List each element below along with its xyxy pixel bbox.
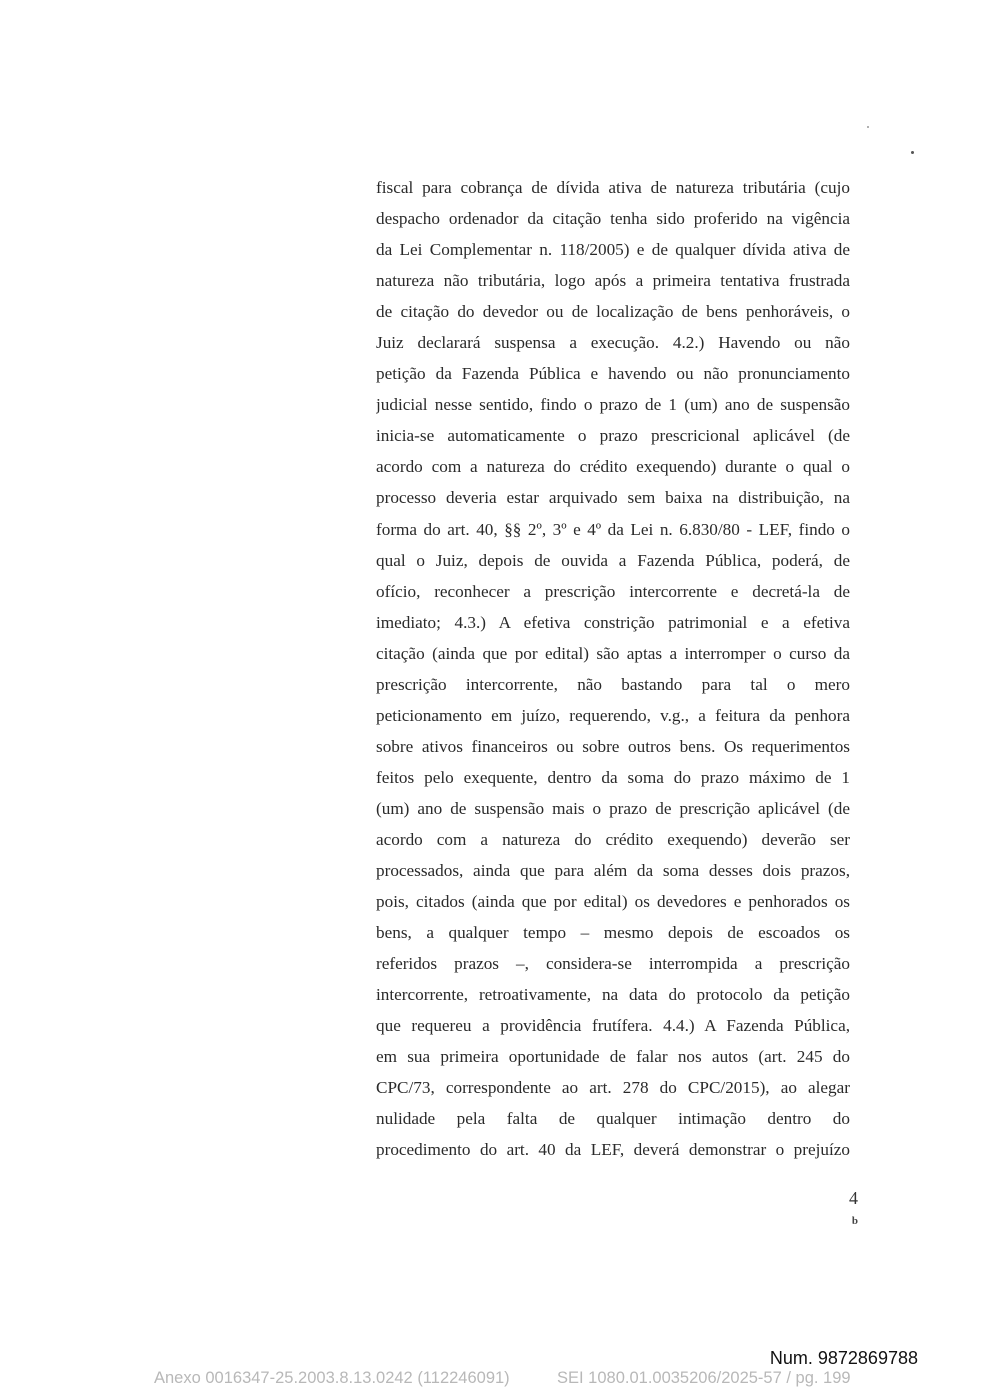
- text-line: imediato; 4.3.) A efetiva constrição patrimonial e a efetiva: [376, 612, 850, 632]
- text-line: em sua primeira oportunidade de falar nos autos (art. 245 do: [376, 1047, 850, 1067]
- text-line: processados, ainda que para além da soma desses dois prazos,: [376, 861, 850, 881]
- scan-speck: [911, 151, 914, 154]
- text-line: ofício, reconhecer a prescrição intercorrente e decretá-la de: [376, 581, 850, 601]
- text-line: processo deveria estar arquivado sem baixa na distribuição, na: [376, 488, 850, 508]
- text-line: despacho ordenador da citação tenha sido proferido na vigência: [376, 209, 850, 229]
- body-text: [376, 172, 850, 1166]
- text-line: petição da Fazenda Pública e havendo ou não pronunciamento: [376, 364, 850, 384]
- text-line: CPC/73, correspondente ao art. 278 do CPC/2015), ao alegar: [376, 1078, 850, 1098]
- text-line: procedimento do art. 40 da LEF, deverá demonstrar o prejuízo: [376, 1140, 850, 1160]
- text-line: prescrição intercorrente, não bastando para tal o mero: [376, 674, 850, 694]
- text-line: judicial nesse sentido, findo o prazo de 1 (um) ano de suspensão: [376, 395, 850, 415]
- text-line: Juiz declarará suspensa a execução. 4.2.) Havendo ou não: [376, 333, 850, 353]
- footer-sei-reference: SEI 1080.01.0035206/2025-57 / pg. 199: [557, 1369, 851, 1387]
- text-line: pois, citados (ainda que por edital) os devedores e penhorados os: [376, 892, 850, 912]
- text-line: bens, a qualquer tempo – mesmo depois de escoados os: [376, 923, 850, 943]
- scan-speck: [867, 126, 869, 128]
- text-line: acordo com a natureza do crédito exequendo) deverão ser: [376, 829, 850, 849]
- text-line: forma do art. 40, §§ 2º, 3º e 4º da Lei n. 6.830/80 - LEF, findo o: [376, 519, 850, 539]
- text-line: fiscal para cobrança de dívida ativa de natureza tributária (cujo: [376, 178, 850, 197]
- text-line: de citação do devedor ou de localização de bens penhoráveis, o: [376, 302, 850, 322]
- text-line: intercorrente, retroativamente, na data do protocolo da petição: [376, 985, 850, 1005]
- text-line: referidos prazos –, considera-se interrompida a prescrição: [376, 954, 850, 974]
- page-number: 4: [849, 1188, 858, 1208]
- text-line: natureza não tributária, logo após a primeira tentativa frustrada: [376, 271, 850, 291]
- text-line: nulidade pela falta de qualquer intimação dentro do: [376, 1109, 850, 1129]
- text-line: peticionamento em juízo, requerendo, v.g., a feitura da penhora: [376, 705, 850, 725]
- initial-mark: b: [851, 1215, 858, 1227]
- footer-annex-reference: Anexo 0016347-25.2003.8.13.0242 (112246091): [154, 1369, 510, 1387]
- text-line: (um) ano de suspensão mais o prazo de prescrição aplicável (de: [376, 798, 850, 818]
- text-line: citação (ainda que por edital) são aptas a interromper o curso da: [376, 643, 850, 663]
- text-line: da Lei Complementar n. 118/2005) e de qualquer dívida ativa de: [376, 240, 850, 260]
- text-line: qual o Juiz, depois de ouvida a Fazenda Pública, poderá, de: [376, 550, 850, 570]
- text-line: acordo com a natureza do crédito exequendo) durante o qual o: [376, 457, 850, 477]
- text-line: sobre ativos financeiros ou sobre outros bens. Os requerimentos: [376, 736, 850, 756]
- footer-watermark: [0, 1369, 1008, 1391]
- document-number-stamp: Num. 9872869788: [769, 1348, 918, 1368]
- text-line: feitos pelo exequente, dentro da soma do prazo máximo de 1: [376, 767, 850, 787]
- text-line: inicia-se automaticamente o prazo prescricional aplicável (de: [376, 426, 850, 446]
- text-line: que requereu a providência frutífera. 4.4.) A Fazenda Pública,: [376, 1016, 850, 1036]
